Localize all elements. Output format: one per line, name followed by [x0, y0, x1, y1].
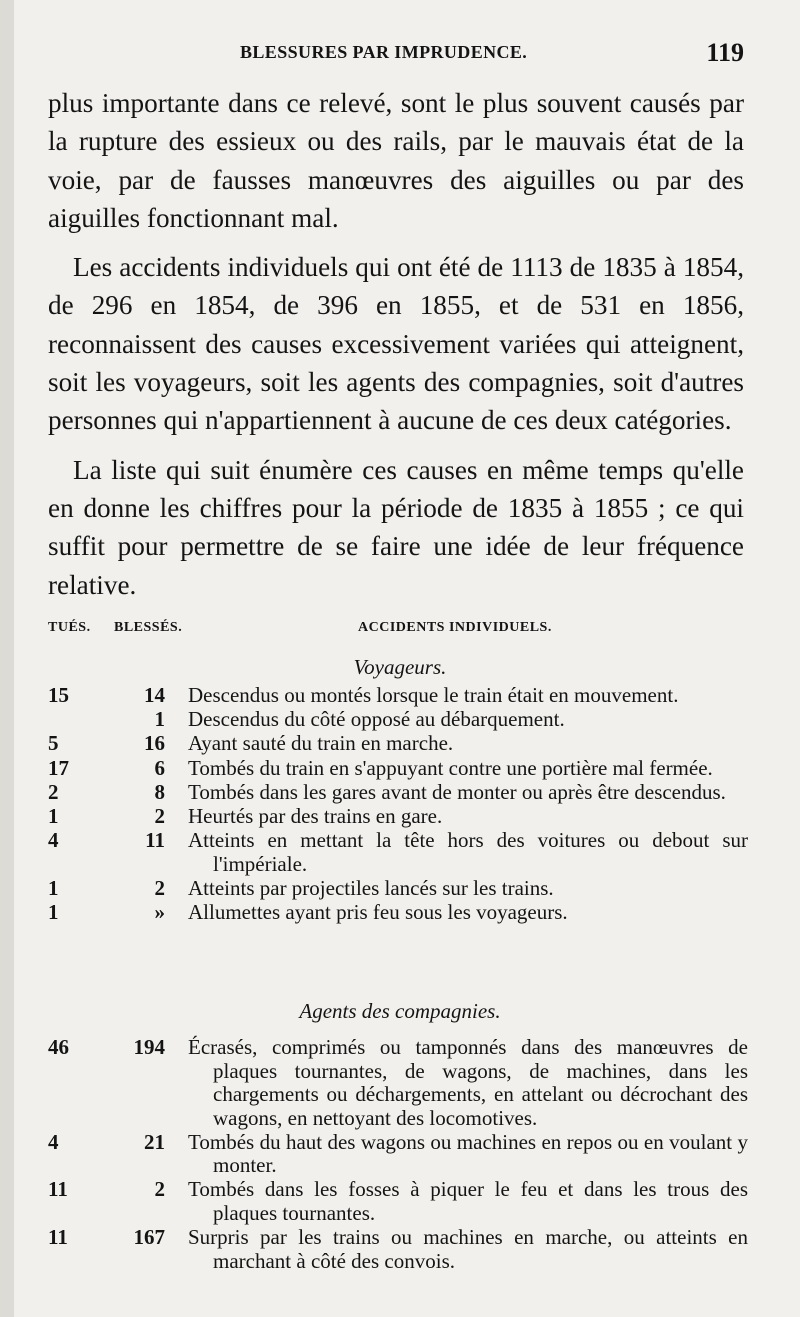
- wounded-count: 2: [154, 1177, 165, 1202]
- accident-description: Surpris par les trains ou machines en marche, ou atteints en marchant à côté des convois.: [188, 1225, 748, 1273]
- accident-description: Atteints par projectiles lancés sur les trains.: [188, 875, 554, 900]
- wounded-count: 194: [133, 1035, 165, 1059]
- table-row: [48, 829, 748, 876]
- table-section-agents: [48, 1036, 748, 1274]
- killed-count: 1: [48, 875, 59, 900]
- wounded-count: 1: [154, 707, 165, 732]
- paragraph: plus importante dans ce relevé, sont le plus souvent causés par la rupture des essieux ou des rails, par le mauvais état de la voie, par de fausses manœuvres des aiguilles ou par des aiguilles fonctionnant mal.: [48, 88, 744, 233]
- table-row: [48, 1131, 748, 1178]
- table-section-voyageurs: [48, 684, 748, 925]
- table-row: [48, 1178, 748, 1225]
- running-title: BLESSURES PAR IMPRUDENCE.: [240, 42, 528, 62]
- table-row: [48, 781, 748, 805]
- page-header: [48, 38, 744, 74]
- wounded-count: 2: [154, 803, 165, 828]
- wounded-count: 21: [144, 1129, 165, 1154]
- table-row: [48, 732, 748, 756]
- accident-description: Atteints en mettant la tête hors des voitures ou debout sur l'impériale.: [188, 828, 748, 876]
- killed-count: 11: [48, 1177, 68, 1202]
- table-row: [48, 708, 748, 732]
- table-row: [48, 805, 748, 829]
- column-header-accidents: ACCIDENTS INDIVIDUELS.: [358, 620, 552, 635]
- table-row: [48, 901, 748, 925]
- section-title-agents: Agents des compagnies.: [299, 999, 501, 1023]
- killed-count: 4: [48, 828, 59, 853]
- killed-count: 1: [48, 900, 59, 924]
- paragraph: Les accidents individuels qui ont été de 1113 de 1835 à 1854, de 296 en 1854, de 396 en 1855, et de 531 en 1856, reconnaissent des causes excessivement variées qui atteignent, soit les voyageurs, soit les agents des compagnies, soit d'autres personnes qui n'appartiennent à aucune de ces deux catégories.: [48, 252, 744, 436]
- body-text: [48, 84, 744, 615]
- killed-count: 17: [48, 755, 69, 780]
- killed-count: 46: [48, 1035, 69, 1059]
- column-header-killed: TUÉS.: [48, 620, 91, 635]
- killed-count: 2: [48, 779, 59, 804]
- wounded-count: 8: [154, 779, 165, 804]
- table-row: [48, 757, 748, 781]
- accident-description: Tombés du train en s'appuyant contre une portière mal fermée.: [188, 755, 713, 780]
- killed-count: 5: [48, 731, 59, 756]
- page-number: 119: [706, 38, 744, 67]
- killed-count: 15: [48, 683, 69, 707]
- accident-description: Heurtés par des trains en gare.: [188, 803, 443, 828]
- wounded-count: 11: [145, 828, 165, 853]
- table-row: [48, 1226, 748, 1273]
- accident-description: Écrasés, comprimés ou tamponnés dans des manœuvres de plaques tournantes, de wagons, de machines, dans les chargements ou déchargements, en attelant ou décrochant des wagons, en nettoyant des locomotives.: [188, 1035, 748, 1130]
- wounded-count: 16: [144, 731, 165, 756]
- wounded-count: »: [154, 900, 165, 924]
- wounded-count: 2: [154, 875, 165, 900]
- table-header: [48, 620, 748, 642]
- table-row: [48, 684, 748, 708]
- paragraph: La liste qui suit énumère ces causes en même temps qu'elle en donne les chiffres pour la période de 1835 à 1855 ; ce qui suffit pour permettre de se faire une idée de leur fréquence relative.: [48, 454, 744, 600]
- accident-description: Tombés dans les fosses à piquer le feu et dans les trous des plaques tournantes.: [188, 1177, 748, 1225]
- accident-description: Ayant sauté du train en marche.: [188, 731, 454, 756]
- accident-description: Tombés du haut des wagons ou machines en repos ou en voulant y monter.: [188, 1129, 748, 1178]
- table-row: [48, 1036, 748, 1130]
- accident-description: Tombés dans les gares avant de monter ou après être descendus.: [188, 779, 726, 804]
- wounded-count: 6: [154, 755, 165, 780]
- accident-description: Descendus du côté opposé au débarquement.: [188, 707, 565, 732]
- accident-description: Descendus ou montés lorsque le train était en mouvement.: [188, 683, 679, 707]
- column-header-wounded: BLESSÉS.: [114, 620, 183, 635]
- killed-count: 4: [48, 1129, 59, 1154]
- accident-description: Allumettes ayant pris feu sous les voyageurs.: [188, 900, 568, 924]
- section-title-voyageurs: Voyageurs.: [353, 655, 447, 679]
- killed-count: 11: [48, 1225, 68, 1250]
- wounded-count: 14: [144, 683, 165, 707]
- table-row: [48, 877, 748, 901]
- wounded-count: 167: [133, 1225, 165, 1250]
- killed-count: 1: [48, 803, 59, 828]
